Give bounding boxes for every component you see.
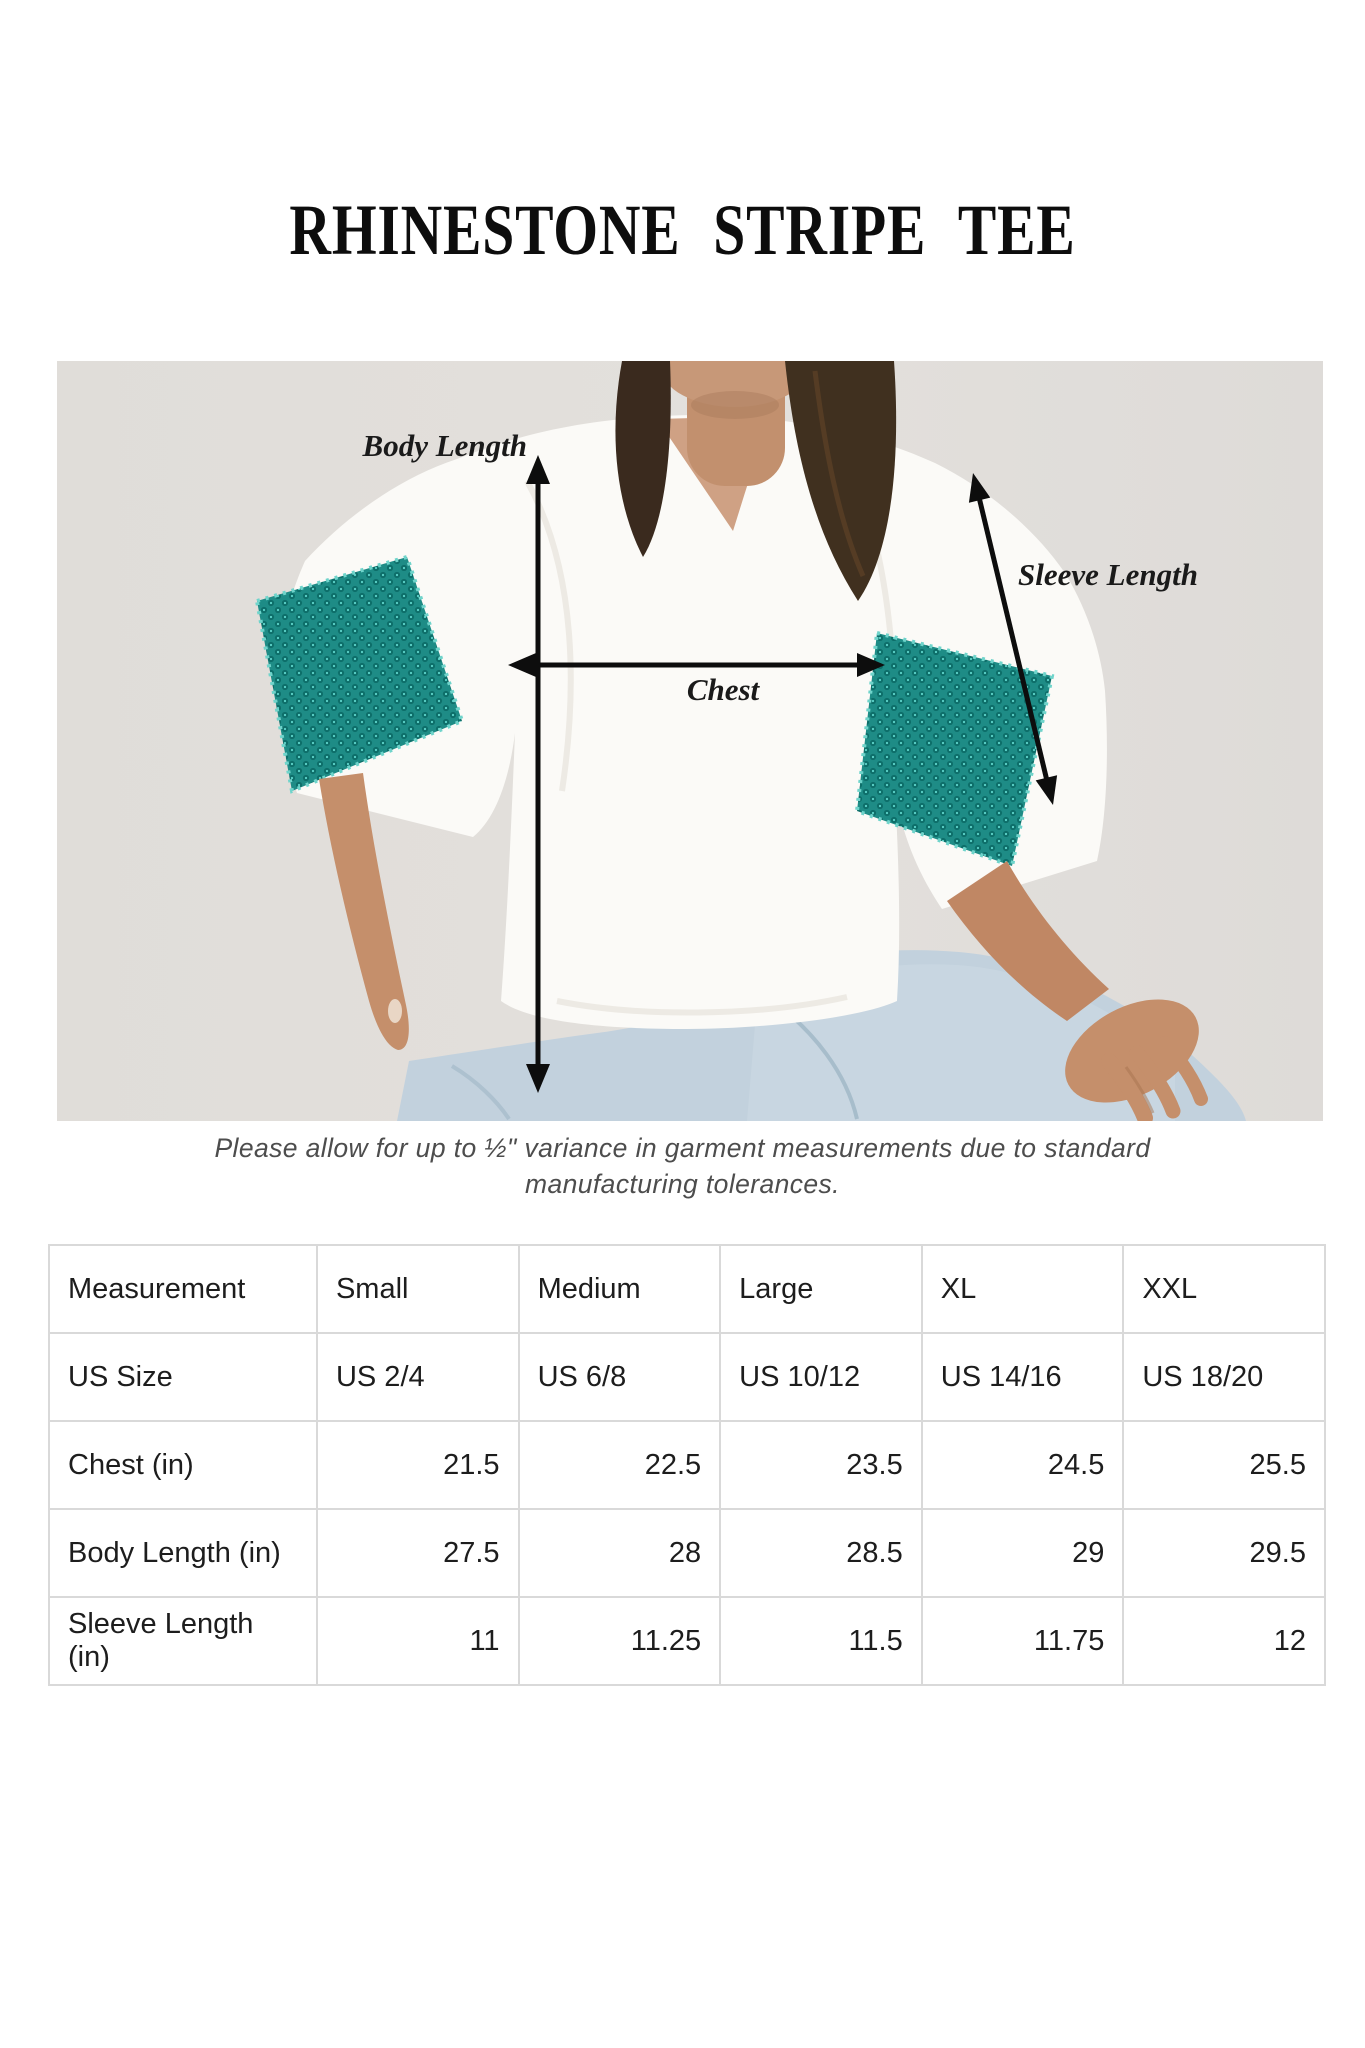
table-row-chest	[49, 1421, 1325, 1509]
column-header: Measurement	[49, 1245, 317, 1333]
column-header: Large	[720, 1245, 922, 1333]
variance-disclaimer-line1: Please allow for up to ½" variance in garment measurements due to standard	[214, 1133, 1151, 1163]
size-table-header-row	[49, 1245, 1325, 1333]
body-length-label: Body Length	[362, 428, 527, 463]
table-cell: US 6/8	[519, 1333, 721, 1421]
table-row-us-size	[49, 1333, 1325, 1421]
table-cell: US 2/4	[317, 1333, 519, 1421]
column-header: Medium	[519, 1245, 721, 1333]
column-header: XXL	[1123, 1245, 1325, 1333]
row-label: US Size	[49, 1333, 317, 1421]
size-table	[48, 1244, 1326, 1686]
row-label: Body Length (in)	[49, 1509, 317, 1597]
model-photo-illustration	[57, 361, 1323, 1121]
table-cell: 11.5	[720, 1597, 922, 1685]
table-cell: 29.5	[1123, 1509, 1325, 1597]
row-label: Chest (in)	[49, 1421, 317, 1509]
table-cell: 27.5	[317, 1509, 519, 1597]
table-cell: 22.5	[519, 1421, 721, 1509]
table-cell: 28	[519, 1509, 721, 1597]
table-cell: 11.25	[519, 1597, 721, 1685]
product-measurement-photo	[57, 361, 1323, 1121]
table-cell: 21.5	[317, 1421, 519, 1509]
variance-disclaimer-line2: manufacturing tolerances.	[525, 1169, 840, 1199]
table-cell: US 10/12	[720, 1333, 922, 1421]
chest-label: Chest	[686, 672, 760, 707]
row-label: Sleeve Length (in)	[49, 1597, 317, 1685]
table-row-body-length	[49, 1509, 1325, 1597]
table-cell: US 18/20	[1123, 1333, 1325, 1421]
column-header: XL	[922, 1245, 1124, 1333]
table-cell: US 14/16	[922, 1333, 1124, 1421]
table-cell: 11	[317, 1597, 519, 1685]
table-row-sleeve-length	[49, 1597, 1325, 1685]
table-cell: 11.75	[922, 1597, 1124, 1685]
column-header: Small	[317, 1245, 519, 1333]
page-title: RHINESTONE STRIPE TEE	[289, 190, 1076, 270]
sleeve-length-label: Sleeve Length	[1018, 557, 1198, 592]
variance-disclaimer	[182, 1130, 1183, 1202]
table-cell: 23.5	[720, 1421, 922, 1509]
table-cell: 12	[1123, 1597, 1325, 1685]
table-cell: 29	[922, 1509, 1124, 1597]
table-cell: 28.5	[720, 1509, 922, 1597]
table-cell: 25.5	[1123, 1421, 1325, 1509]
table-cell: 24.5	[922, 1421, 1124, 1509]
